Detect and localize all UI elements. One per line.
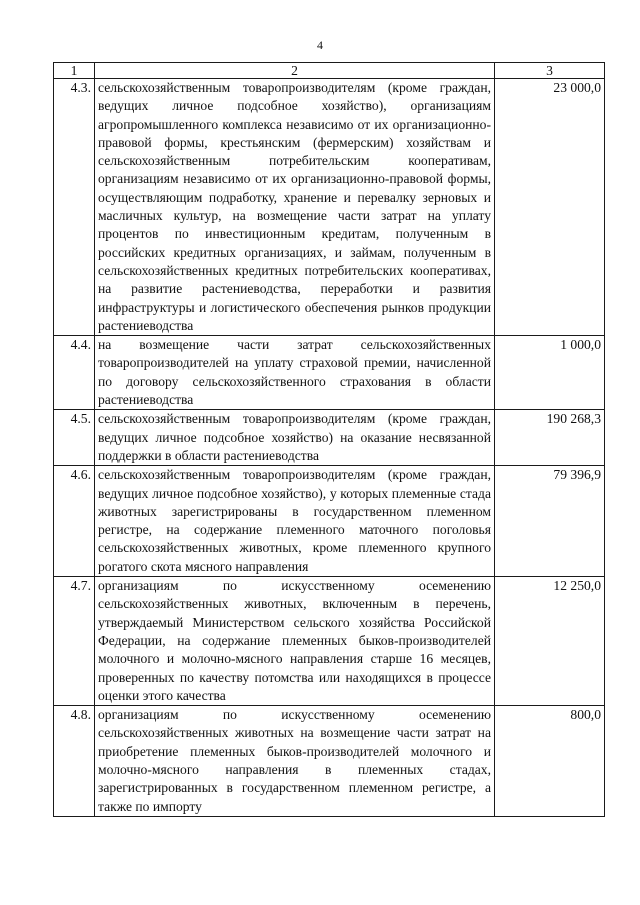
row-number: 4.5. xyxy=(54,410,95,466)
row-number: 4.4. xyxy=(54,336,95,410)
row-description: сельскохозяйственным товаропроизводителям (кроме граждан, ведущих личное подсобное хозяйство), у которых племенные стада животных зарегистрированы в государственном племенном регистре, на содержание племенного маточного поголовья сельскохозяйственных животных, кроме племенного крупного рогатого скота мясного направления xyxy=(95,466,495,577)
column-header-3: 3 xyxy=(495,63,605,79)
budget-table xyxy=(53,62,605,817)
table-row xyxy=(54,79,605,336)
row-description: на возмещение части затрат сельскохозяйственных товаропроизводителей на уплату страховой премии, начисленной по договору сельскохозяйственного страхования в области растениеводства xyxy=(95,336,495,410)
row-description: организациям по искусственному осеменению сельскохозяйственных животных на возмещение части затрат на приобретение племенных быков-производителей молочного и молочно-мясного направления в племенных стадах, зарегистрированных в государственном племенном регистре, а также по импорту xyxy=(95,706,495,817)
row-amount: 23 000,0 xyxy=(495,79,605,336)
table-row xyxy=(54,466,605,577)
row-amount: 12 250,0 xyxy=(495,577,605,706)
table-row xyxy=(54,410,605,466)
row-number: 4.6. xyxy=(54,466,95,577)
table-header-row xyxy=(54,63,605,79)
column-header-1: 1 xyxy=(54,63,95,79)
row-description: сельскохозяйственным товаропроизводителям (кроме граждан, ведущих личное подсобное хозяйство), организациям агропромышленного комплекса независимо от их организационно-правовой формы, крестьянским (фермерским) хозяйствам и сельскохозяйственным потребительским кооперативам, организациям независимо от их организационно-правовой формы, осуществляющим подработку, хранение и перевалку зерновых и масличных культур, на возмещение части затрат на уплату процентов по инвестиционным кредитам, полученным в российских кредитных организациях, и займам, полученным в сельскохозяйственных кредитных потребительских кооперативах, на развитие растениеводства, переработки и развития инфраструктуры и логистического обеспечения рынков продукции растениеводства xyxy=(95,79,495,336)
row-number: 4.7. xyxy=(54,577,95,706)
table-row xyxy=(54,336,605,410)
row-amount: 1 000,0 xyxy=(495,336,605,410)
page-number: 4 xyxy=(317,38,323,52)
column-header-2: 2 xyxy=(95,63,495,79)
table-row xyxy=(54,577,605,706)
row-description: сельскохозяйственным товаропроизводителям (кроме граждан, ведущих личное подсобное хозяйство) на оказание несвязанной поддержки в области растениеводства xyxy=(95,410,495,466)
row-number: 4.8. xyxy=(54,706,95,817)
row-amount: 79 396,9 xyxy=(495,466,605,577)
row-amount: 190 268,3 xyxy=(495,410,605,466)
row-amount: 800,0 xyxy=(495,706,605,817)
row-description: организациям по искусственному осеменению сельскохозяйственных животных, включенным в перечень, утверждаемый Министерством сельского хозяйства Российской Федерации, на содержание племенных быков-производителей молочного и молочно-мясного направления старше 16 месяцев, проверенных по качеству потомства или находящихся в процессе оценки этого качества xyxy=(95,577,495,706)
table-row xyxy=(54,706,605,817)
row-number: 4.3. xyxy=(54,79,95,336)
